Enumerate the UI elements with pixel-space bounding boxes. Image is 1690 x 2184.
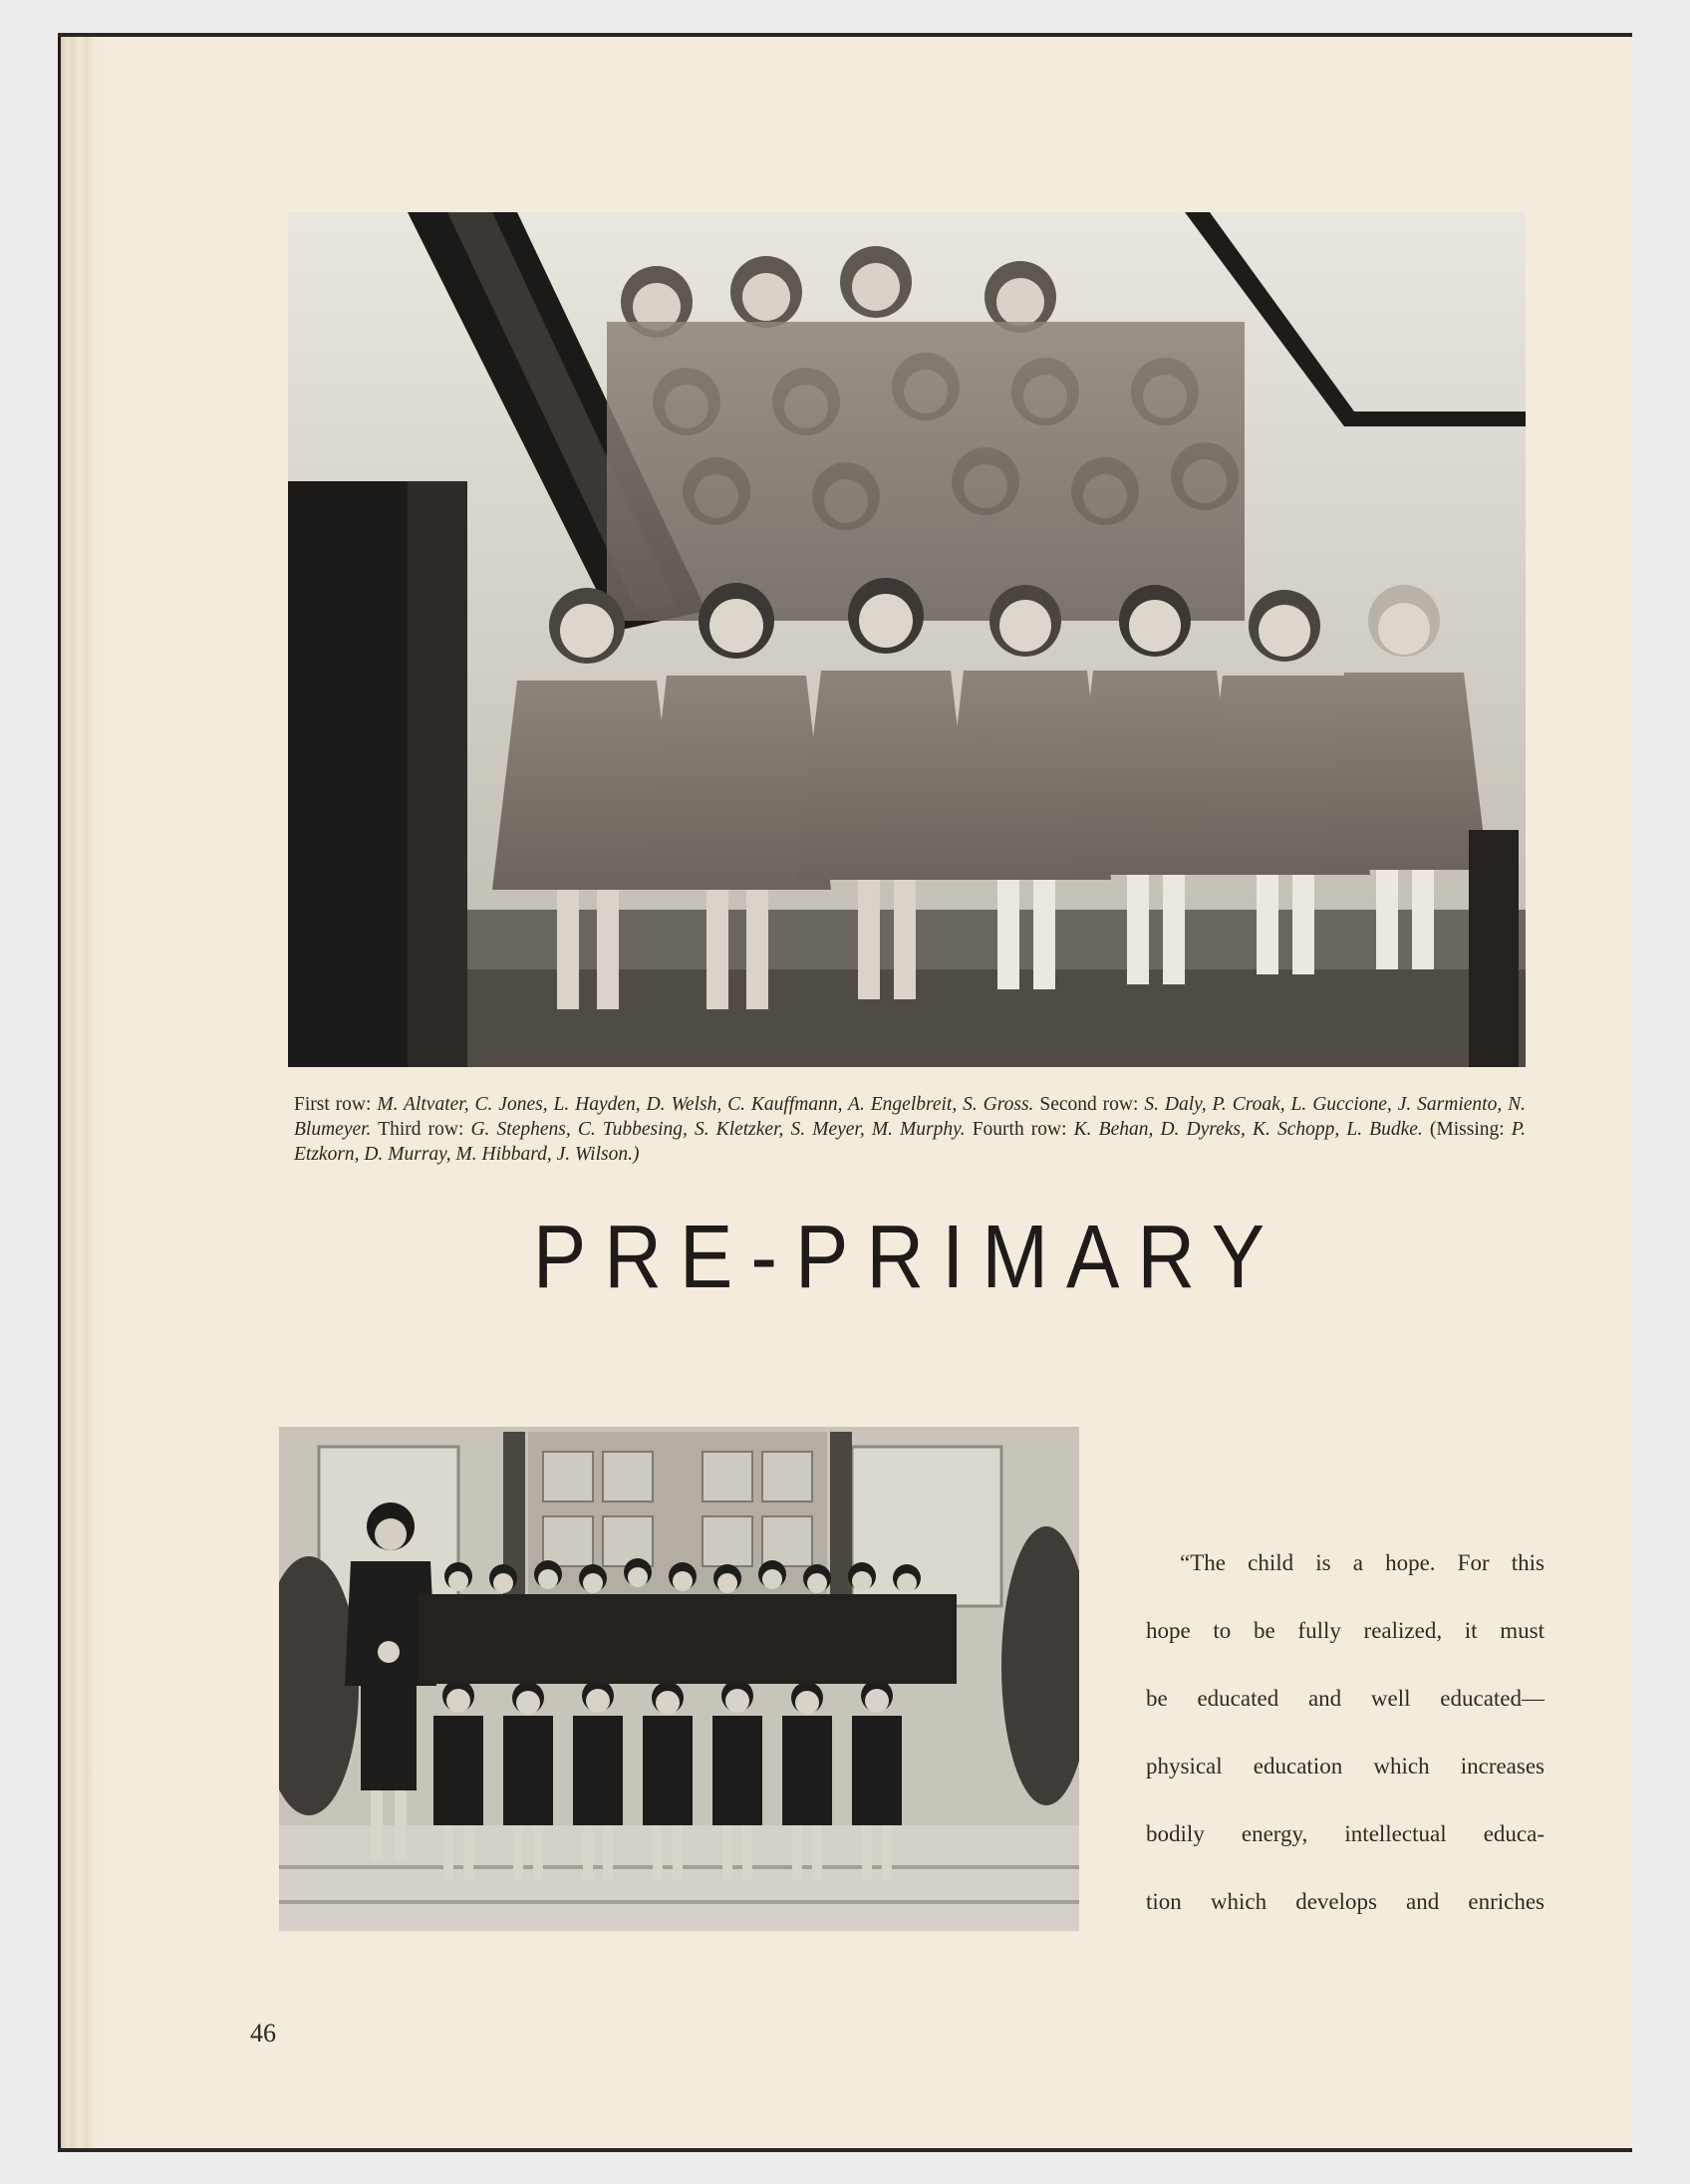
page-binding-edge xyxy=(58,37,107,2148)
bottom-class-photo xyxy=(279,1427,1079,1931)
caption-first-row-label: First row: xyxy=(294,1094,372,1115)
quote-line-5: bodily energy, intellectual educa- xyxy=(1146,1821,1545,1846)
quote-text xyxy=(1146,1549,1545,1956)
quote-line-3: be educated and well educated— xyxy=(1146,1686,1545,1711)
section-title: PRE-PRIMARY xyxy=(532,1207,1283,1306)
class-photo-children-with-teacher-icon xyxy=(279,1427,1079,1931)
caption-fourth-row-names: K. Behan, D. Dyreks, K. Schopp, L. Budke. xyxy=(1073,1119,1423,1140)
quote-line-6: tion which develops and enriches xyxy=(1146,1889,1545,1914)
caption-second-row-label: Second row: xyxy=(1039,1094,1139,1115)
photo-caption xyxy=(294,1092,1526,1167)
caption-missing-names: P. Etzkorn, D. Murray, M. Hibbard, J. Wilson.) xyxy=(294,1119,1527,1165)
caption-fourth-row-label: Fourth row: xyxy=(972,1119,1067,1140)
caption-second-row-names: S. Daly, P. Croak, L. Guccione, J. Sarmiento, N. Blumeyer. xyxy=(294,1094,1526,1140)
caption-third-row-label: Third row: xyxy=(378,1119,464,1140)
caption-third-row-names: G. Stephens, C. Tubbesing, S. Kletzker, S. Meyer, M. Murphy. xyxy=(470,1119,966,1140)
caption-missing-label: (Missing: xyxy=(1429,1119,1505,1140)
caption-first-row-names: M. Altvater, C. Jones, L. Hayden, D. Welsh, C. Kauffmann, A. Engelbreit, S. Gross. xyxy=(377,1094,1034,1115)
class-photo-girls-on-staircase-icon xyxy=(288,212,1526,1067)
page-number: 46 xyxy=(250,2019,276,2048)
top-class-photo xyxy=(288,212,1526,1067)
quote-line-1: “The child is a hope. For this xyxy=(1180,1550,1545,1575)
quote-line-4: physical education which increases xyxy=(1146,1754,1545,1778)
quote-line-2: hope to be fully realized, it must xyxy=(1146,1618,1545,1643)
